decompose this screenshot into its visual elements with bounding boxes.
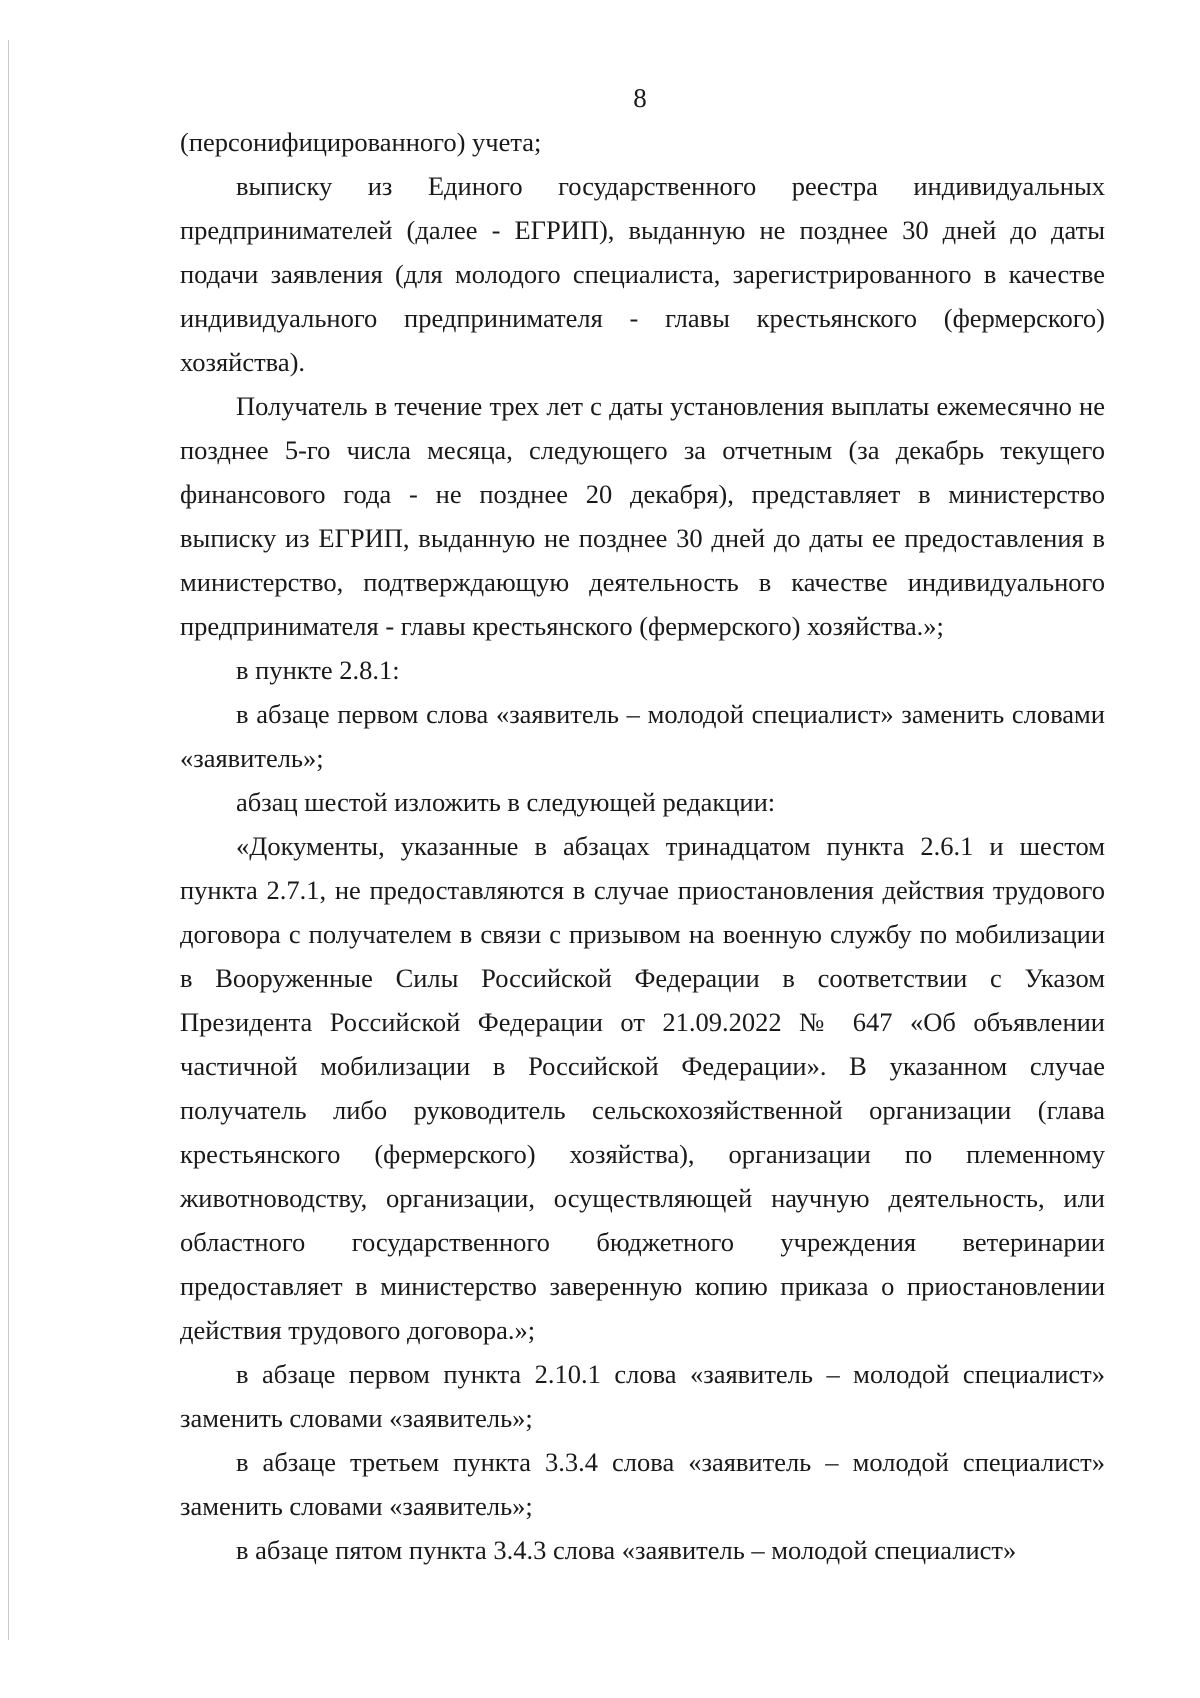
document-body — [180, 120, 1105, 1572]
paragraph: выписку из Единого государственного реестра индивидуальных предпринимателей (далее - ЕГРИП), выданную не позднее 30 дней до даты подачи заявления (для молодого специалиста, зарегистрированного в качестве индивидуального предпринимателя - главы крестьянского (фермерского) хозяйства). — [180, 171, 1105, 377]
paragraph: Получатель в течение трех лет с даты установления выплаты ежемесячно не позднее 5-го числа месяца, следующего за отчетным (за декабрь текущего финансового года - не позднее 20 декабря), представляет в министерство выписку из ЕГРИП, выданную не позднее 30 дней до даты ее предоставления в министерство, подтверждающую деятельность в качестве индивидуального предпринимателя - главы крестьянского (фермерского) хозяйства.»; — [180, 391, 1105, 641]
paragraph: «Документы, указанные в абзацах тринадцатом пункта 2.6.1 и шестом пункта 2.7.1, не предоставляются в случае приостановления действия трудового договора с получателем в связи с призывом на военную службу по мобилизации в Вооруженные Силы Российской Федерации в соответствии с Указом Президента Российской Федерации от 21.09.2022 № 647 «Об объявлении частичной мобилизации в Российской Федерации». В указанном случае получатель либо руководитель сельскохозяйственной организации (глава крестьянского (фермерского) хозяйства), организации по племенному животноводству, организации, осуществляющей научную деятельность, или областного государственного бюджетного учреждения ветеринарии предоставляет в министерство заверенную копию приказа о приостановлении действия трудового договора.»; — [180, 831, 1105, 1345]
scan-edge-line — [8, 40, 9, 1640]
paragraph: в абзаце первом пункта 2.10.1 слова «заявитель – молодой специалист» заменить словами «заявитель»; — [180, 1359, 1105, 1433]
paragraph: в абзаце пятом пункта 3.4.3 слова «заявитель – молодой специалист» — [236, 1535, 1017, 1565]
paragraph: в абзаце первом слова «заявитель – молодой специалист» заменить словами «заявитель»; — [180, 699, 1105, 773]
paragraph: в пункте 2.8.1: — [236, 655, 400, 685]
page-number: 8 — [633, 83, 647, 113]
paragraph: (персонифицированного) учета; — [180, 127, 542, 157]
paragraph: абзац шестой изложить в следующей редакции: — [236, 787, 776, 817]
paragraph: в абзаце третьем пункта 3.3.4 слова «заявитель – молодой специалист» заменить словами «заявитель»; — [180, 1447, 1105, 1521]
